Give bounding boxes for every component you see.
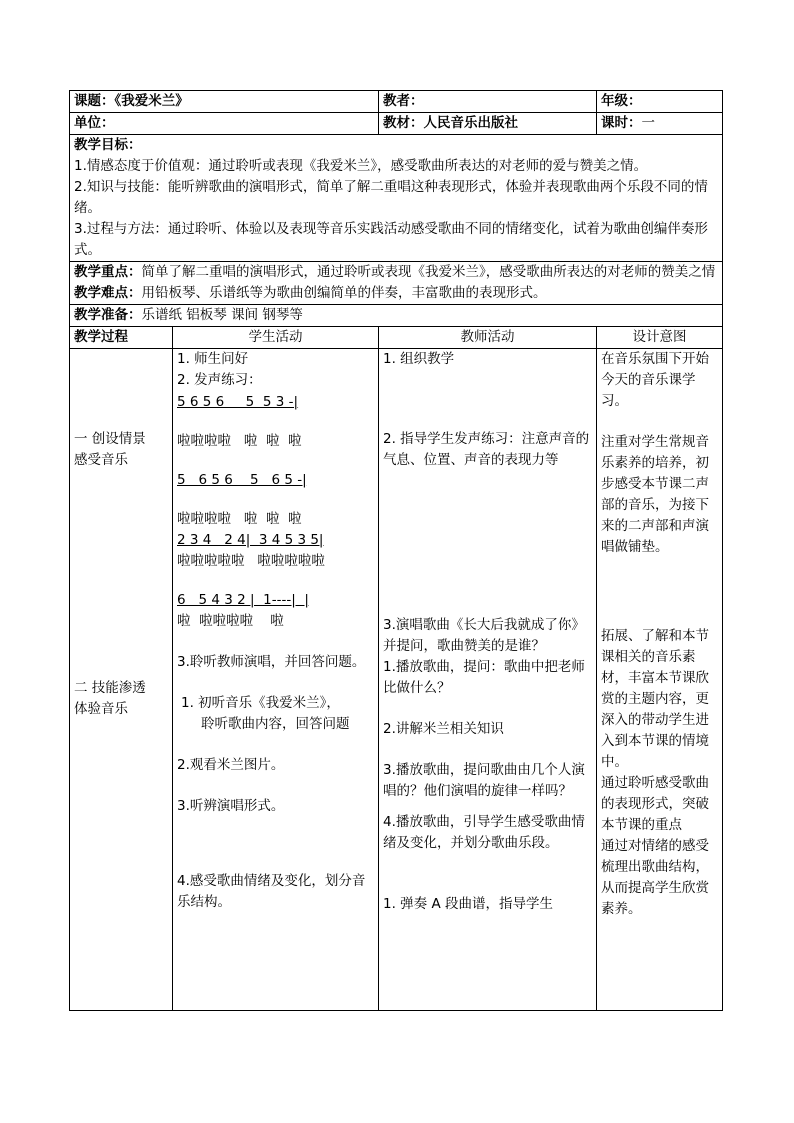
student-step-4a: 1. 初听音乐《我爱米兰》，	[181, 695, 340, 711]
objective-item-1: 1.情感态度于价值观：通过聆听或表现《我爱米兰》，感受歌曲所表达的对老师的爱与赞美之情。	[74, 158, 648, 174]
objective-item-2: 2.知识与技能：能听辨歌曲的演唱形式，简单了解二重唱这种表现形式，体验并表现歌曲两个乐段不同的情绪。	[74, 179, 708, 216]
intent-5: 通过对情绪的感受梳理出歌曲结构，从而提高学生欣赏素养。	[601, 838, 709, 917]
col-teacher: 教师活动	[379, 327, 597, 349]
notation-line-3: 2 3 4 2 4| 3 4 5 3 5|	[177, 532, 324, 548]
notation-line-2: 5 6 5 6 5 6 5 -|	[177, 472, 307, 488]
lesson-plan	[69, 90, 722, 1011]
objectives-cell	[70, 135, 723, 262]
teacher-step-3: 3.演唱歌曲《长大后我就成了你》并提问，歌曲赞美的是谁？	[383, 617, 585, 654]
student-step-2: 2. 发声练习：	[177, 372, 262, 388]
preparation-row	[70, 305, 723, 327]
unit-cell: 单位：	[70, 113, 379, 135]
teacher-step-7: 4.播放歌曲，引导学生感受歌曲情绪及变化，并划分歌曲乐段。	[383, 814, 585, 851]
process-row	[70, 349, 723, 1011]
teacher-step-5: 2.讲解米兰相关知识	[383, 721, 504, 737]
intent-1: 在音乐氛围下开始今天的音乐课学习。	[601, 351, 709, 409]
header-row-2	[70, 113, 723, 135]
student-activities-cell	[173, 349, 379, 1011]
key-points-cell	[70, 262, 723, 305]
col-student: 学生活动	[173, 327, 379, 349]
grade-cell: 年级：	[597, 91, 723, 113]
student-step-1: 1. 师生问好	[177, 351, 249, 367]
intent-3: 拓展、了解和本节课相关的音乐素材，丰富本节课欣赏的主题内容，更深入的带动学生进入到本节课的情境中。	[601, 628, 709, 770]
lyric-line-1: 啦啦啦啦 啦 啦 啦	[177, 433, 302, 449]
design-intent-cell	[597, 349, 723, 1011]
col-intent: 设计意图	[597, 327, 723, 349]
difficulty-point: 教学难点：用铅板琴、乐谱纸等为歌曲创编简单的伴奏，丰富歌曲的表现形式。	[74, 285, 547, 301]
teacher-step-8: 1. 弹奏 A 段曲谱，指导学生	[383, 896, 553, 912]
teacher-cell: 教者：	[379, 91, 597, 113]
lesson-plan-table	[69, 90, 723, 1011]
student-step-3: 3.聆听教师演唱，并回答问题。	[177, 654, 366, 670]
period-cell: 课时：一	[597, 113, 723, 135]
col-process: 教学过程	[70, 327, 173, 349]
teacher-step-4: 1.播放歌曲，提问：歌曲中把老师比做什么？	[383, 659, 585, 696]
objectives-label: 教学目标：	[74, 137, 142, 153]
student-step-4b: 聆听歌曲内容，回答问题	[201, 716, 350, 732]
student-step-6: 3.听辨演唱形式。	[177, 798, 285, 814]
intent-2: 注重对学生常规音乐素养的培养，初步感受本节课二声部的音乐，为接下来的二声部和声演唱做铺垫。	[601, 434, 709, 555]
textbook-cell: 教材：人民音乐出版社	[379, 113, 597, 135]
objective-item-3: 3.过程与方法：通过聆听、体验以及表现等音乐实践活动感受歌曲不同的情绪变化，试着为歌曲创编伴奏形式。	[74, 221, 708, 258]
stage-cell	[70, 349, 173, 1011]
lyric-line-2: 啦啦啦啦 啦 啦 啦	[177, 511, 302, 527]
stage-1-label: 一 创设情景 感受音乐	[74, 431, 146, 468]
teacher-step-1: 1. 组织教学	[383, 351, 455, 367]
lyric-line-4: 啦 啦啦啦啦 啦	[177, 613, 284, 629]
header-row-1	[70, 91, 723, 113]
intent-4: 通过聆听感受歌曲的表现形式，突破本节课的重点	[601, 775, 709, 833]
focus-point: 教学重点：简单了解二重唱的演唱形式，通过聆听或表现《我爱米兰》，感受歌曲所表达的对老师的赞美之情	[74, 264, 716, 280]
teacher-activities-cell	[379, 349, 597, 1011]
column-header-row	[70, 327, 723, 349]
stage-2-label: 二 技能渗透 体验音乐	[74, 680, 146, 717]
teacher-step-6: 3.播放歌曲，提问歌曲由几个人演唱的？他们演唱的旋律一样吗？	[383, 762, 585, 799]
notation-line-1: 5 6 5 6 5 5 3 -|	[177, 394, 299, 410]
lyric-line-3: 啦啦啦啦啦 啦啦啦啦啦	[177, 553, 325, 569]
preparation-cell: 教学准备：乐谱纸 铝板琴 课间 钢琴等	[70, 305, 723, 327]
student-step-5: 2.观看米兰图片。	[177, 757, 285, 773]
objectives-row	[70, 135, 723, 262]
notation-line-4: 6 5 4 3 2 | 1----| |	[177, 592, 309, 608]
teacher-step-2: 2. 指导学生发声练习：注意声音的气息、位置、声音的表现力等	[383, 431, 590, 468]
student-step-7: 4.感受歌曲情绪及变化，划分音乐结构。	[177, 873, 366, 910]
key-points-row	[70, 262, 723, 305]
title-cell: 课题：《我爱米兰》	[70, 91, 379, 113]
